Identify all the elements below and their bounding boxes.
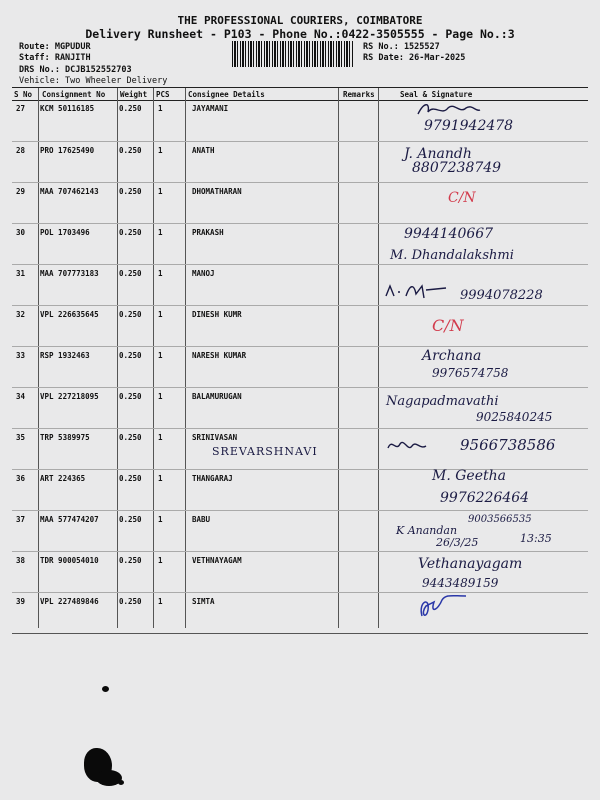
- row-pcs: 1: [158, 351, 163, 360]
- col-seal: Seal & Signature: [400, 90, 473, 99]
- row-rule: [12, 182, 588, 183]
- row-sno: 36: [16, 474, 26, 483]
- row-pcs: 1: [158, 228, 163, 237]
- row-weight: 0.250: [119, 433, 142, 442]
- vehicle-label: Vehicle: Two Wheeler Delivery: [19, 76, 168, 86]
- row-pcs: 1: [158, 433, 163, 442]
- col-sno: S No: [14, 90, 33, 99]
- table-header-rule: [12, 100, 588, 101]
- row-consignment: MAA 707773183: [40, 269, 99, 278]
- row-rule: [12, 305, 588, 306]
- row-weight: 0.250: [119, 597, 142, 606]
- row-pcs: 1: [158, 597, 163, 606]
- row-consignment: TDR 900054010: [40, 556, 99, 565]
- row-consignment: VPL 227218095: [40, 392, 99, 401]
- row-consignment: TRP 5389975: [40, 433, 90, 442]
- rs-date: RS Date: 26-Mar-2025: [363, 53, 466, 63]
- ink-blot: [102, 686, 109, 692]
- row-consignee: DHOMATHARAN: [192, 187, 242, 196]
- handwritten-cn-mark: C/N: [432, 316, 464, 335]
- handwritten-phone: 8807238749: [412, 160, 502, 176]
- row-consignee: NARESH KUMAR: [192, 351, 247, 360]
- row-consignment: VPL 227489846: [40, 597, 99, 606]
- row-sno: 29: [16, 187, 26, 196]
- col-consignee: Consignee Details: [188, 90, 265, 99]
- row-consignee: MANOJ: [192, 269, 215, 278]
- row-consignee: DINESH KUMR: [192, 310, 242, 319]
- table-top-rule: [12, 87, 588, 88]
- row-consignment: VPL 226635645: [40, 310, 99, 319]
- col-divider: [38, 88, 39, 628]
- row-consignee: SIMTA: [192, 597, 215, 606]
- row-weight: 0.250: [119, 515, 142, 524]
- row-sno: 31: [16, 269, 26, 278]
- row-consignee: JAYAMANI: [192, 104, 229, 113]
- rs-number: RS No.: 1525527: [363, 42, 440, 52]
- row-pcs: 1: [158, 515, 163, 524]
- row-consignee: SRINIVASAN: [192, 433, 238, 442]
- barcode: [232, 41, 354, 67]
- row-rule: [12, 592, 588, 593]
- signature-scribble: [386, 436, 432, 456]
- row-rule: [12, 428, 588, 429]
- row-sno: 33: [16, 351, 26, 360]
- row-consignee: VETHNAYAGAM: [192, 556, 242, 565]
- row-pcs: 1: [158, 310, 163, 319]
- col-divider: [378, 88, 379, 628]
- row-consignee: BALAMURUGAN: [192, 392, 242, 401]
- handwritten-phone: 9003566535: [468, 514, 532, 525]
- ink-blot: [118, 780, 124, 785]
- row-consignee: THANGARAJ: [192, 474, 233, 483]
- row-rule: [12, 141, 588, 142]
- row-rule: [12, 223, 588, 224]
- row-sno: 38: [16, 556, 26, 565]
- row-sno: 35: [16, 433, 26, 442]
- signature-scribble: [416, 592, 476, 622]
- col-divider: [117, 88, 118, 628]
- handwritten-phone: 9791942478: [424, 118, 514, 134]
- row-weight: 0.250: [119, 269, 142, 278]
- handwritten-name: K Anandan: [396, 524, 458, 537]
- row-sno: 34: [16, 392, 26, 401]
- runsheet-subtitle: Delivery Runsheet - P103 - Phone No.:0422-3505555 - Page No.:3: [85, 27, 515, 41]
- row-rule: [12, 510, 588, 511]
- row-weight: 0.250: [119, 474, 142, 483]
- table-bottom-rule: [12, 633, 588, 634]
- handwritten-phone: 9944140667: [404, 226, 494, 242]
- row-rule: [12, 346, 588, 347]
- handwritten-name: J. Anandh: [404, 146, 472, 162]
- row-weight: 0.250: [119, 556, 142, 565]
- staff-label: Staff: RANJITH: [19, 53, 91, 63]
- col-weight: Weight: [120, 90, 148, 99]
- handwritten-name: Nagapadmavathi: [386, 394, 499, 409]
- row-consignment: MAA 707462143: [40, 187, 99, 196]
- row-consignee: BABU: [192, 515, 211, 524]
- row-pcs: 1: [158, 146, 163, 155]
- row-pcs: 1: [158, 392, 163, 401]
- col-pcs: PCS: [156, 90, 170, 99]
- row-sno: 32: [16, 310, 26, 319]
- signature-scribble: [414, 100, 484, 120]
- row-weight: 0.250: [119, 310, 142, 319]
- row-pcs: 1: [158, 556, 163, 565]
- row-weight: 0.250: [119, 351, 142, 360]
- col-consignment: Consignment No: [42, 90, 106, 99]
- handwritten-name: M. Geetha: [432, 468, 506, 484]
- row-sno: 28: [16, 146, 26, 155]
- row-consignment: ART 224365: [40, 474, 86, 483]
- handwritten-phone: 9976574758: [432, 366, 509, 380]
- row-weight: 0.250: [119, 104, 142, 113]
- company-title: THE PROFESSIONAL COURIERS, COIMBATORE: [177, 14, 423, 27]
- handwritten-name: Archana: [422, 348, 482, 364]
- handwritten-phone: 9994078228: [460, 288, 543, 303]
- handwritten-cn-mark: C/N: [448, 190, 476, 206]
- row-weight: 0.250: [119, 146, 142, 155]
- row-rule: [12, 264, 588, 265]
- col-divider: [153, 88, 154, 628]
- row-rule: [12, 387, 588, 388]
- route-label: Route: MGPUDUR: [19, 42, 91, 52]
- handwritten-note: SREVARSHNAVI: [212, 445, 318, 458]
- row-weight: 0.250: [119, 392, 142, 401]
- row-weight: 0.250: [119, 187, 142, 196]
- handwritten-phone: 9976226464: [440, 490, 530, 506]
- handwritten-phone: 9566738586: [460, 436, 556, 454]
- signature-scribble: [384, 280, 454, 302]
- col-remarks: Remarks: [343, 90, 375, 99]
- row-pcs: 1: [158, 474, 163, 483]
- row-rule: [12, 551, 588, 552]
- row-consignment: POL 1703496: [40, 228, 90, 237]
- row-consignment: MAA 577474207: [40, 515, 99, 524]
- handwritten-name: M. Dhandalakshmi: [390, 248, 514, 263]
- handwritten-phone: 9443489159: [422, 576, 499, 590]
- row-pcs: 1: [158, 187, 163, 196]
- handwritten-name: Vethanayagam: [418, 556, 523, 572]
- row-pcs: 1: [158, 269, 163, 278]
- row-sno: 39: [16, 597, 26, 606]
- handwritten-phone: 9025840245: [476, 410, 553, 424]
- row-consignment: RSP 1932463: [40, 351, 90, 360]
- col-divider: [338, 88, 339, 628]
- row-sno: 37: [16, 515, 26, 524]
- row-weight: 0.250: [119, 228, 142, 237]
- row-sno: 30: [16, 228, 26, 237]
- row-consignment: KCM 50116185: [40, 104, 95, 113]
- row-consignee: PRAKASH: [192, 228, 224, 237]
- row-consignee: ANATH: [192, 146, 215, 155]
- handwritten-date: 26/3/25: [436, 536, 479, 549]
- row-pcs: 1: [158, 104, 163, 113]
- col-divider: [185, 88, 186, 628]
- handwritten-time: 13:35: [520, 532, 552, 545]
- row-consignment: PRO 17625490: [40, 146, 95, 155]
- row-sno: 27: [16, 104, 26, 113]
- drs-number: DRS No.: DCJB152552703: [19, 65, 132, 75]
